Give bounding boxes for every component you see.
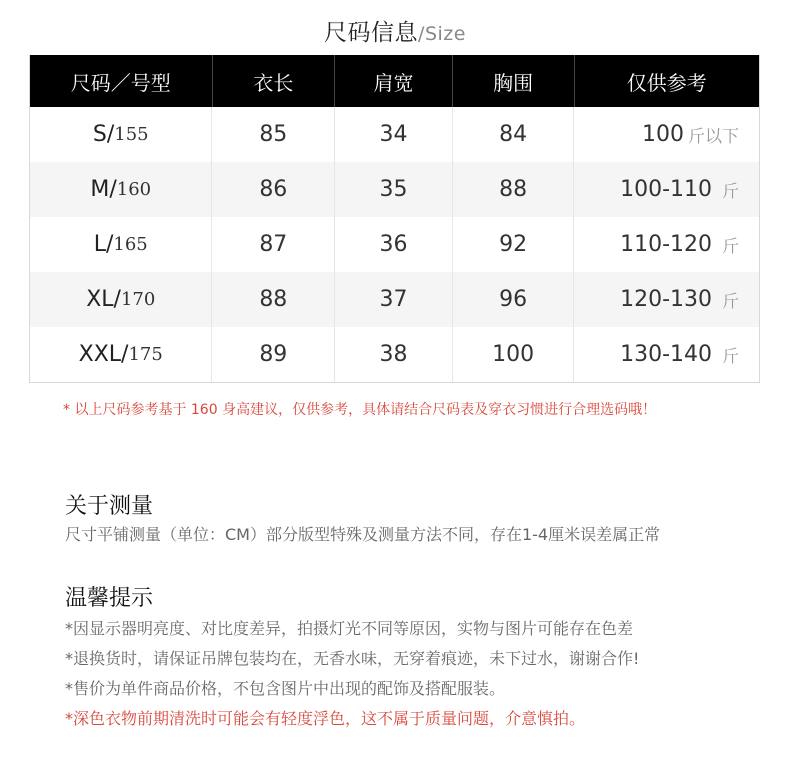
reference-unit: 斤 — [722, 237, 739, 257]
height-label: 155 — [114, 124, 149, 145]
tip-item: *售价为单件商品价格，不包含图片中出现的配饰及搭配服装。 — [65, 679, 506, 698]
chest-cell: 84 — [453, 107, 575, 162]
tip-item: *因显示器明亮度、对比度差异，拍摄灯光不同等原因，实物与图片可能存在色差 — [65, 619, 634, 638]
size-label: M/ — [90, 177, 117, 202]
size-cell — [30, 272, 212, 327]
reference-weight: 100 — [642, 122, 684, 147]
height-label: 160 — [116, 179, 152, 200]
size-cell — [30, 107, 212, 162]
title-sub: /Size — [418, 23, 466, 45]
reference-cell — [574, 327, 759, 382]
reference-unit: 斤 — [722, 182, 739, 202]
reference-weight: 130-140 — [620, 342, 712, 367]
length-cell: 85 — [212, 107, 335, 162]
table-row — [30, 272, 759, 327]
shoulder-cell: 34 — [335, 107, 453, 162]
length-cell: 86 — [212, 162, 335, 217]
height-label: 175 — [128, 344, 163, 365]
size-note: * 以上尺码参考基于 160 身高建议，仅供参考，具体请结合尺码表及穿衣习惯进行合理选码哦！ — [63, 402, 657, 418]
reference-weight: 110-120 — [620, 232, 712, 257]
tip-item: *退换货时，请保证吊牌包装均在，无香水味，无穿着痕迹，未下过水，谢谢合作! — [65, 649, 640, 668]
header-size: 尺码／号型 — [30, 55, 213, 107]
height-label: 165 — [113, 234, 148, 255]
tip-item-warning: *深色衣物前期清洗时可能会有轻度浮色，这不属于质量问题，介意慎拍。 — [65, 709, 586, 728]
measurement-text: 尺寸平铺测量（单位：CM）部分版型特殊及测量方法不同，存在1-4厘米误差属正常 — [65, 525, 661, 544]
size-cell — [30, 217, 212, 272]
chest-cell: 92 — [453, 217, 575, 272]
shoulder-cell: 38 — [335, 327, 453, 382]
size-label: XL/ — [86, 287, 121, 312]
tips-title: 温馨提示 — [65, 586, 154, 611]
height-label: 170 — [120, 289, 156, 310]
table-row — [30, 162, 759, 217]
reference-unit: 斤 — [722, 347, 739, 367]
reference-cell — [574, 162, 759, 217]
size-label: XXL/ — [78, 342, 129, 367]
header-shoulder: 肩宽 — [335, 55, 453, 107]
table-row — [30, 327, 759, 382]
size-table — [29, 55, 760, 383]
page-title — [0, 14, 790, 47]
reference-unit: 斤以下 — [688, 127, 739, 147]
reference-unit: 斤 — [722, 292, 739, 312]
table-header-row — [30, 55, 759, 107]
length-cell: 87 — [212, 217, 335, 272]
header-reference: 仅供参考 — [626, 70, 707, 95]
header-length: 衣长 — [213, 55, 336, 107]
size-label: L/ — [93, 232, 114, 257]
table-row — [30, 107, 759, 162]
chest-cell: 96 — [453, 272, 575, 327]
size-cell — [30, 327, 212, 382]
reference-weight: 120-130 — [620, 287, 712, 312]
reference-cell — [574, 272, 759, 327]
size-cell — [30, 162, 212, 217]
reference-weight: 100-110 — [620, 177, 712, 202]
table-row — [30, 217, 759, 272]
reference-cell — [574, 107, 759, 162]
measurement-title: 关于测量 — [65, 494, 154, 519]
size-label: S/ — [92, 122, 115, 147]
length-cell: 89 — [212, 327, 335, 382]
shoulder-cell: 37 — [335, 272, 453, 327]
shoulder-cell: 35 — [335, 162, 453, 217]
length-cell: 88 — [212, 272, 335, 327]
shoulder-cell: 36 — [335, 217, 453, 272]
chest-cell: 88 — [453, 162, 575, 217]
chest-cell: 100 — [453, 327, 575, 382]
title-main: 尺码信息 — [324, 20, 419, 46]
reference-cell — [574, 217, 759, 272]
header-chest: 胸围 — [453, 55, 575, 107]
